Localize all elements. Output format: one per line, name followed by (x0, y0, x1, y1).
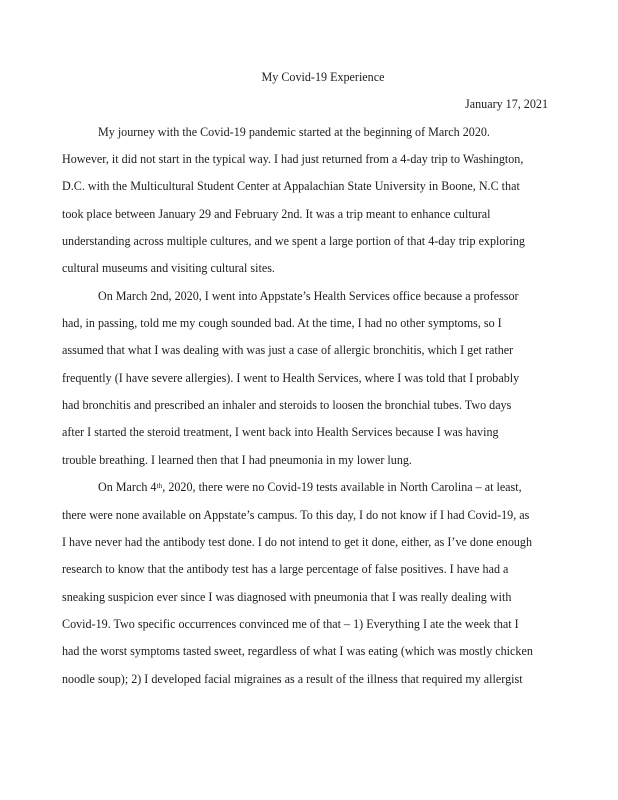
text-line: On March 2nd, 2020, I went into Appstate’s Health Services office because a professor (98, 288, 519, 303)
text-line: cultural museums and visiting cultural sites. (62, 261, 275, 276)
text-line: understanding across multiple cultures, and we spent a large portion of that 4-day trip exploring (62, 234, 525, 249)
text-line: assumed that what I was dealing with was just a case of allergic bronchitis, which I get rather (62, 343, 514, 358)
text-line: frequently (I have severe allergies). I went to Health Services, where I was told that I probably (62, 370, 520, 385)
text-line: had bronchitis and prescribed an inhaler and steroids to loosen the bronchial tubes. Two days (62, 398, 512, 413)
text-line: My journey with the Covid-19 pandemic started at the beginning of March 2020. (98, 124, 490, 139)
text-line: sneaking suspicion ever since I was diagnosed with pneumonia that I was really dealing with (62, 589, 512, 604)
text-line: after I started the steroid treatment, I went back into Health Services because I was having (62, 425, 499, 440)
text-line: trouble breathing. I learned then that I had pneumonia in my lower lung. (62, 452, 412, 467)
document-title: My Covid-19 Experience (261, 70, 385, 84)
ordinal-superscript: th (156, 481, 163, 491)
document-body (62, 119, 548, 693)
text-line: research to know that the antibody test has a large percentage of false positives. I have had a (62, 562, 509, 577)
text-line: On March 4th, 2020, there were no Covid-19 tests available in North Carolina – at least, (98, 480, 522, 495)
text-line: there were none available on Appstate’s campus. To this day, I do not know if I had Covid-19, as (62, 507, 530, 522)
text-line: I have never had the antibody test done. I do not intend to get it done, either, as I’ve done enough (62, 534, 533, 549)
text-line: Covid-19. Two specific occurrences convinced me of that – 1) Everything I ate the week that I (62, 616, 519, 631)
text-line: D.C. with the Multicultural Student Center at Appalachian State University in Boone, N.C that (62, 179, 520, 194)
text-line: had the worst symptoms tasted sweet, regardless of what I was eating (which was mostly chicken (62, 644, 533, 659)
text-line: However, it did not start in the typical way. I had just returned from a 4-day trip to Washington, (62, 152, 524, 167)
document-date: January 17, 2021 (465, 97, 548, 112)
text-line: had, in passing, told me my cough sounded bad. At the time, I had no other symptoms, so I (62, 316, 502, 331)
text-line: noodle soup); 2) I developed facial migraines as a result of the illness that required my allergist (62, 671, 523, 686)
text-line: took place between January 29 and February 2nd. It was a trip meant to enhance cultural (62, 206, 491, 221)
